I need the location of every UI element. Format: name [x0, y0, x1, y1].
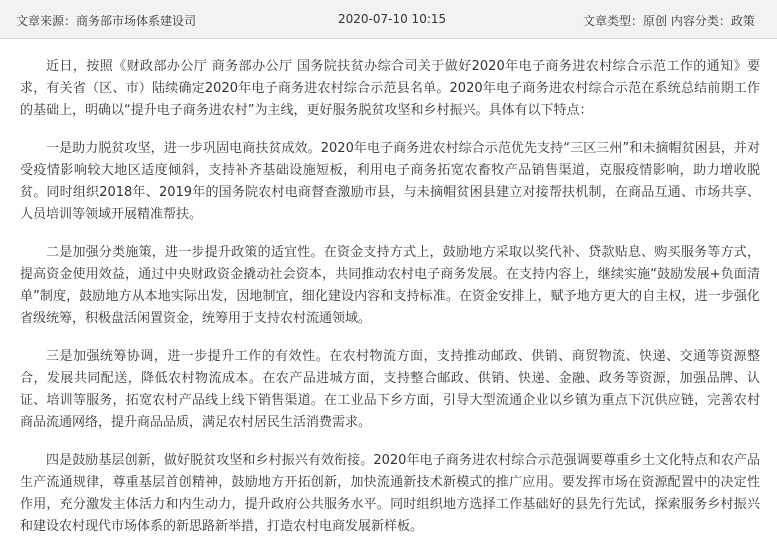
article-type-category: 文章类型：原创 内容分类：政策: [583, 14, 755, 28]
article-meta-bar: [0, 0, 777, 39]
article-paragraph: 三是加强统筹协调，进一步提升工作的有效性。在农村物流方面，支持推动邮政、供销、商贸物流、快递、交通等资源整合，发展共同配送，降低农村物流成本。在农产品进城方面，支持整合邮政、供销、快递、金融、政务等资源，加强品牌、认证、培训等服务，拓宽农村产品线上线下销售渠道。在工业品下乡方面，引导大型流通企业以乡镇为重点下沉供应链，完善农村商品流通网络，提升商品品质，满足农村居民生活消费需求。: [20, 349, 760, 430]
article-paragraph: 二是加强分类施策，进一步提升政策的适宜性。在资金支持方式上，鼓励地方采取以奖代补、贷款贴息、购买服务等方式，提高资金使用效益，通过中央财政资金撬动社会资本，共同推动农村电子商务发展。在支持内容上，继续实施“鼓励发展+负面清单”制度，鼓励地方从本地实际出发，因地制宜，细化建设内容和支持标准。在资金安排上，赋予地方更大的自主权，进一步强化省级统筹，积极盘活闲置资金，统筹用于支持农村流通领域。: [20, 245, 760, 326]
article-paragraph: 四是鼓励基层创新，做好脱贫攻坚和乡村振兴有效衔接。2020年电子商务进农村综合示范强调要尊重乡土文化特点和农产品生产流通规律，尊重基层首创精神，鼓励地方开拓创新，加快流通新技术新模式的推广应用。要发挥市场在资源配置中的决定性作用，充分激发主体活力和内生动力，提升政府公共服务水平。同时组织地方选择工作基础好的县先行先试，探索服务乡村振兴和建设农村现代市场体系的新思路新举措，打造农村电商发展新样板。: [20, 453, 760, 534]
publish-date: 2020-07-10 10:15: [338, 12, 447, 26]
article-body: [20, 56, 760, 554]
article-paragraph: 一是助力脱贫攻坚，进一步巩固电商扶贫成效。2020年电子商务进农村综合示范优先支持“三区三州”和未摘帽贫困县，并对受疫情影响较大地区适度倾斜，支持补齐基础设施短板，利用电子商务拓宽农畜牧产品销售渠道，克服疫情影响，助力增收脱贫。同时组织2018年、2019年的国务院农村电商督查激励市县，与未摘帽贫困县建立对接帮扶机制，在商品互通、市场共享、人员培训等领域开展精准帮扶。: [20, 141, 760, 222]
article-paragraph: 近日，按照《财政部办公厅 商务部办公厅 国务院扶贫办综合司关于做好2020年电子商务进农村综合示范工作的通知》要求，有关省（区、市）陆续确定2020年电子商务进农村综合示范县名单。2020年电子商务进农村综合示范在系统总结前期工作的基础上，明确以“提升电子商务进农村”为主线，更好服务脱贫攻坚和乡村振兴。具体有以下特点：: [20, 59, 760, 118]
article-source: 文章来源：商务部市场体系建设司: [16, 14, 197, 28]
